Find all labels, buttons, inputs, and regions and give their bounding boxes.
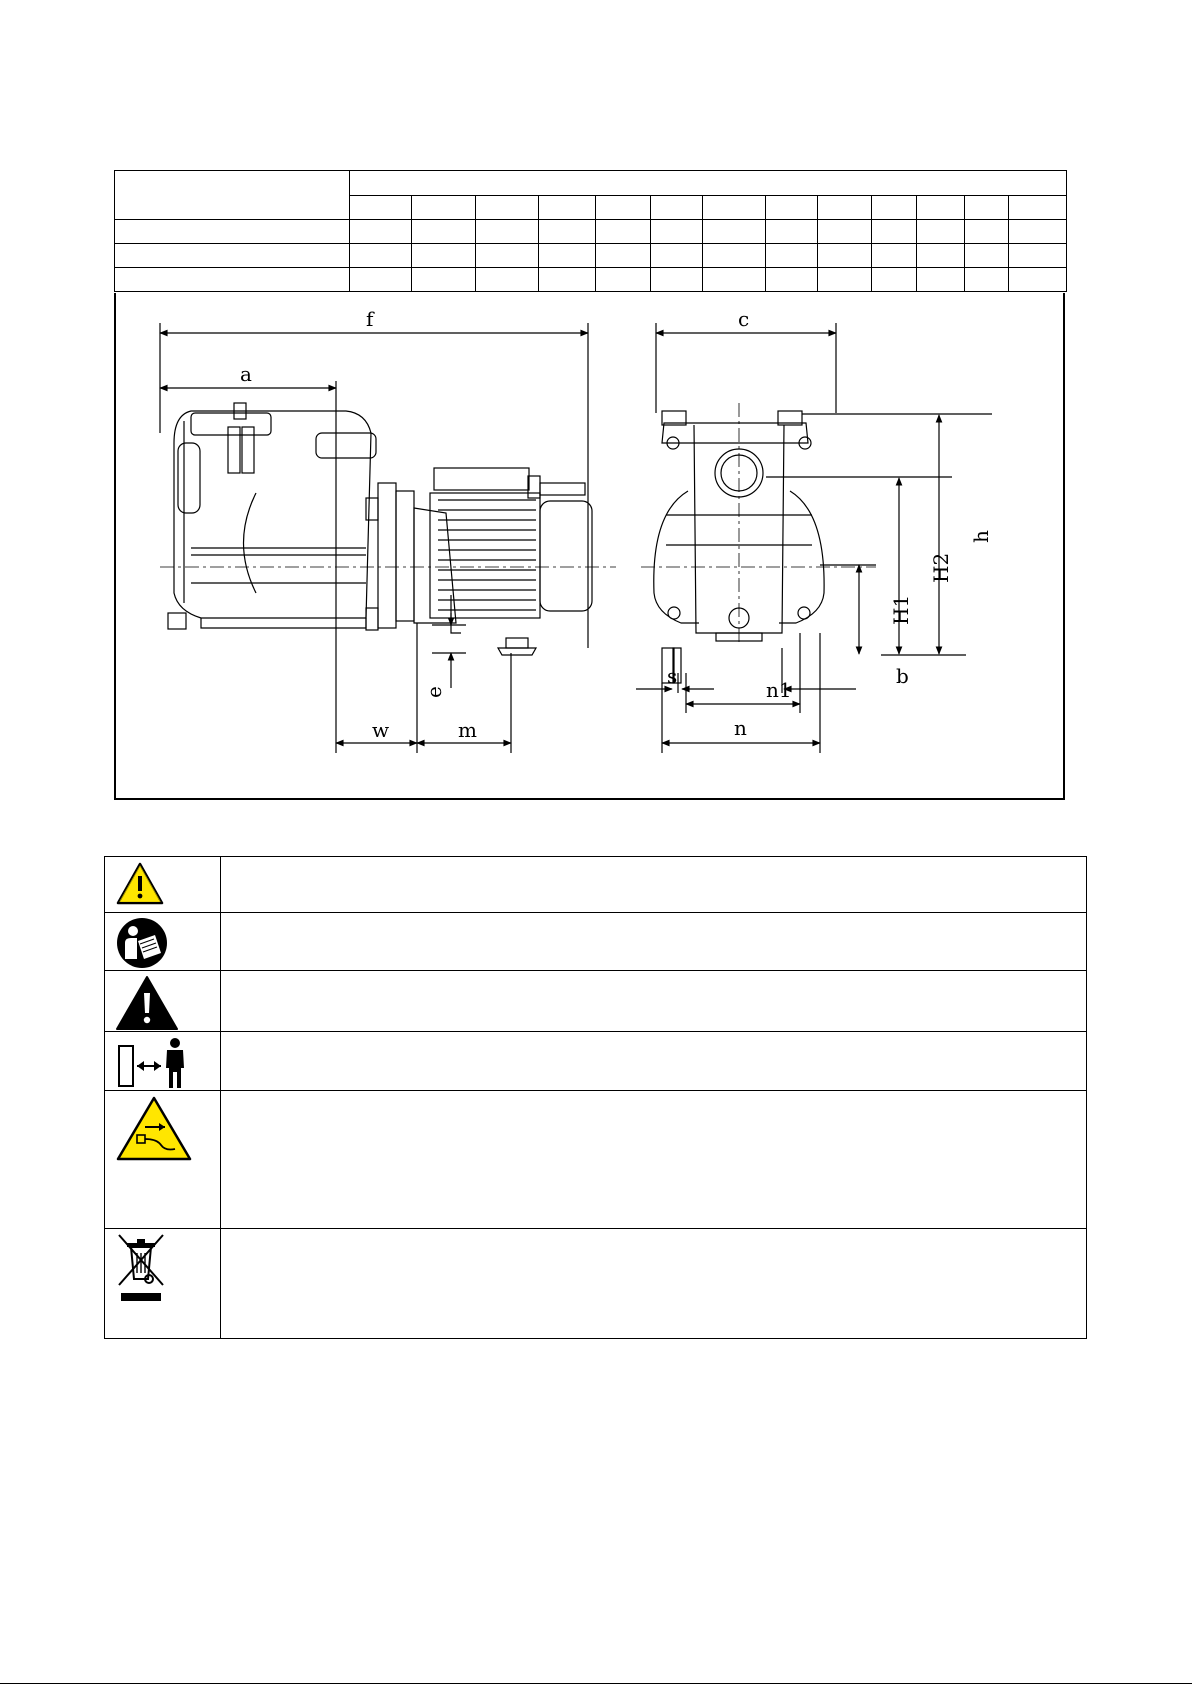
dimensions-header-cell: [350, 171, 1067, 196]
value-cell: [539, 220, 596, 244]
dimension-column-header: [703, 196, 766, 220]
dimension-column-header: [1009, 196, 1067, 220]
table-row: [105, 857, 1087, 913]
symbol-description: [221, 1229, 1087, 1339]
value-cell: [539, 244, 596, 268]
value-cell: [412, 220, 476, 244]
value-cell: [766, 220, 818, 244]
dimension-label-f: f: [366, 307, 374, 331]
value-cell: [412, 244, 476, 268]
dimension-label-h2: H2: [929, 552, 953, 583]
dimension-table: [114, 170, 1067, 292]
drawing-svg: [116, 293, 1067, 800]
symbol-description: [221, 971, 1087, 1032]
read-manual-icon: [115, 917, 171, 969]
dimension-column-header: [917, 196, 965, 220]
value-cell: [965, 268, 1009, 292]
dimension-column-header: [965, 196, 1009, 220]
table-row: [115, 268, 1067, 292]
value-cell: [651, 268, 703, 292]
pump-side-view: [168, 403, 592, 655]
value-cell: [651, 244, 703, 268]
value-cell: [651, 220, 703, 244]
keep-distance-icon: [115, 1036, 195, 1090]
symbol-description: [221, 1032, 1087, 1091]
dimension-label-s: s: [667, 664, 678, 688]
table-row: [105, 913, 1087, 971]
value-cell: [766, 268, 818, 292]
value-cell: [766, 244, 818, 268]
dimension-column-header: [476, 196, 539, 220]
dimension-column-header: [651, 196, 703, 220]
value-cell: [872, 244, 917, 268]
table-row: [105, 1229, 1087, 1339]
value-cell: [539, 268, 596, 292]
warning-triangle-black-icon: [115, 975, 179, 1031]
dimension-label-a: a: [240, 362, 252, 386]
table-row: [115, 244, 1067, 268]
value-cell: [917, 220, 965, 244]
electrical-hazard-icon: [115, 1095, 193, 1163]
value-cell: [596, 244, 651, 268]
dimension-column-header: [350, 196, 412, 220]
dimension-label-n1: n1: [766, 678, 792, 702]
dimension-column-header: [766, 196, 818, 220]
value-cell: [965, 244, 1009, 268]
dimension-column-header: [818, 196, 872, 220]
table-row: [105, 971, 1087, 1032]
dimension-label-h1: H1: [889, 594, 913, 625]
value-cell: [917, 244, 965, 268]
value-cell: [476, 268, 539, 292]
value-cell: [596, 220, 651, 244]
value-cell: [917, 268, 965, 292]
model-cell: [115, 268, 350, 292]
value-cell: [872, 220, 917, 244]
dimension-column-header: [539, 196, 596, 220]
weee-crossed-bin-icon: [115, 1233, 171, 1305]
safety-symbols-table: [104, 856, 1087, 1339]
dimension-label-w: w: [372, 718, 390, 742]
value-cell: [1009, 220, 1067, 244]
value-cell: [476, 220, 539, 244]
table-row: [105, 1091, 1087, 1229]
pump-dimension-drawing: [114, 293, 1065, 800]
table-row: [105, 1032, 1087, 1091]
table-row: [115, 220, 1067, 244]
symbol-description: [221, 913, 1087, 971]
dimension-label-h: h: [969, 530, 993, 543]
value-cell: [476, 244, 539, 268]
symbol-description: [221, 857, 1087, 913]
value-cell: [703, 244, 766, 268]
value-cell: [965, 220, 1009, 244]
model-cell: [115, 244, 350, 268]
dimension-label-m: m: [458, 718, 477, 742]
dimension-column-header: [596, 196, 651, 220]
value-cell: [703, 268, 766, 292]
dimension-label-b: b: [896, 664, 909, 688]
dimension-label-e: e: [422, 686, 446, 698]
value-cell: [1009, 268, 1067, 292]
value-cell: [350, 244, 412, 268]
value-cell: [818, 220, 872, 244]
dimension-column-header: [412, 196, 476, 220]
dimension-label-n: n: [734, 716, 747, 740]
symbol-description: [221, 1091, 1087, 1229]
dimension-column-header: [872, 196, 917, 220]
dimension-label-c: c: [738, 307, 750, 331]
value-cell: [596, 268, 651, 292]
value-cell: [872, 268, 917, 292]
model-header-cell: [115, 171, 350, 220]
value-cell: [818, 268, 872, 292]
value-cell: [412, 268, 476, 292]
value-cell: [703, 220, 766, 244]
value-cell: [350, 220, 412, 244]
value-cell: [350, 268, 412, 292]
warning-triangle-yellow-icon: [115, 861, 165, 907]
model-cell: [115, 220, 350, 244]
value-cell: [1009, 244, 1067, 268]
value-cell: [818, 244, 872, 268]
